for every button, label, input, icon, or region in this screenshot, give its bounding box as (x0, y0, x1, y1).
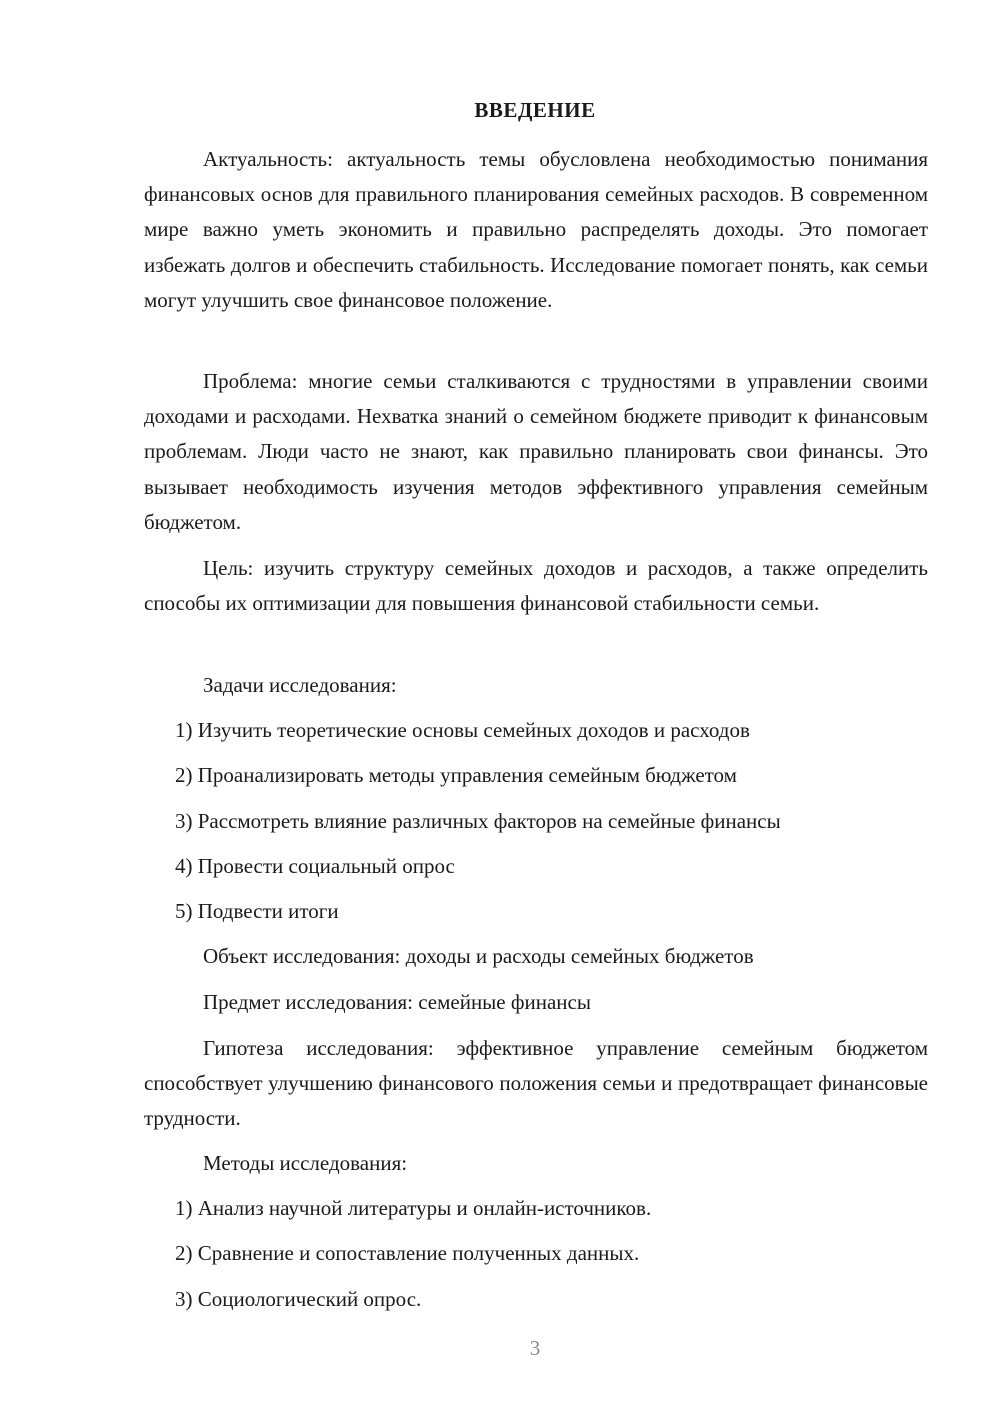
task-item: 5) Подвести итоги (175, 899, 339, 923)
task-item: 2) Проанализировать методы управления семейным бюджетом (175, 763, 737, 787)
page-title: ВВЕДЕНИЕ (474, 98, 596, 122)
methods-heading: Методы исследования: (203, 1151, 408, 1175)
page-number: 3 (529, 1336, 541, 1360)
task-item: 3) Рассмотреть влияние различных факторов на семейные финансы (175, 809, 781, 833)
tasks-heading: Задачи исследования: (203, 673, 397, 697)
problem-paragraph: Проблема: многие семьи сталкиваются с трудностями в управлении своими доходами и расходами. Нехватка знаний о семейном бюджете приводит к финансовым проблемам. Люди часто не знают, как правильно планировать свои финансы. Это вызывает необходимость изучения методов эффективного управления семейным бюджетом. (144, 369, 928, 534)
hypothesis-paragraph: Гипотеза исследования: эффективное управление семейным бюджетом способствует улучшению финансового положения семьи и предотвращает финансовые трудности. (144, 1036, 928, 1131)
task-item: 1) Изучить теоретические основы семейных доходов и расходов (175, 718, 750, 742)
method-item: 3) Социологический опрос. (175, 1287, 422, 1311)
method-item: 2) Сравнение и сопоставление полученных данных. (175, 1241, 640, 1265)
task-item: 4) Провести социальный опрос (175, 854, 455, 878)
method-item: 1) Анализ научной литературы и онлайн-источников. (175, 1196, 652, 1220)
relevance-paragraph: Актуальность: актуальность темы обусловлена необходимостью понимания финансовых основ для правильного планирования семейных расходов. В современном мире важно уметь экономить и правильно распределять доходы. Это помогает избежать долгов и обеспечить стабильность. Исследование помогает понять, как семьи могут улучшить свое финансовое положение. (144, 147, 928, 312)
research-object: Объект исследования: доходы и расходы семейных бюджетов (203, 944, 754, 968)
research-subject: Предмет исследования: семейные финансы (203, 990, 591, 1014)
goal-paragraph: Цель: изучить структуру семейных доходов и расходов, а также определить способы их оптимизации для повышения финансовой стабильности семьи. (144, 556, 928, 616)
